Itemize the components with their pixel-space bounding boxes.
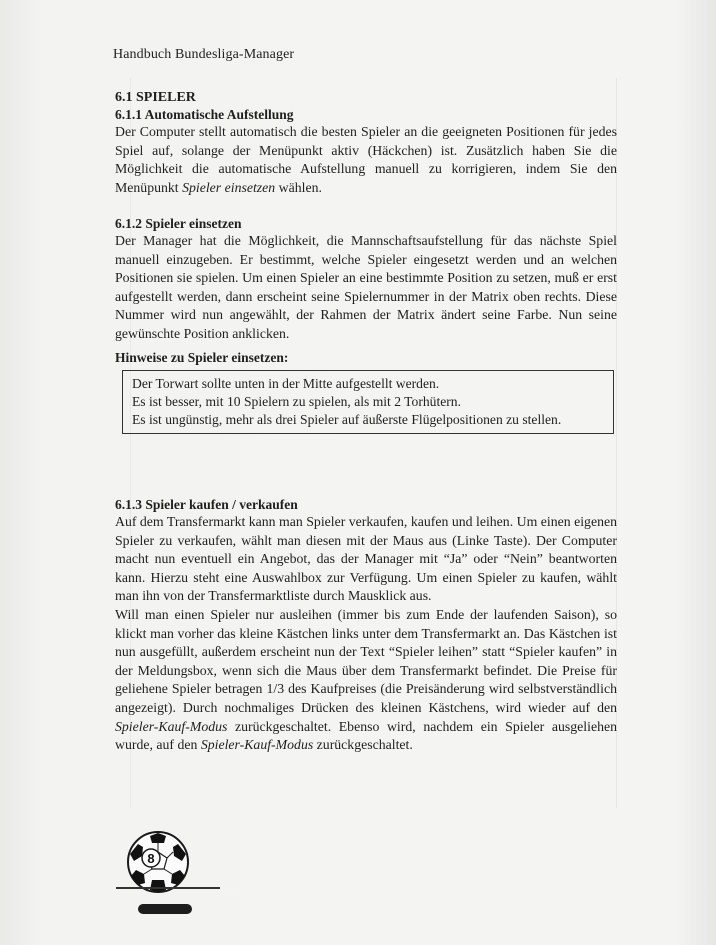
paragraph-transfer-market: Auf dem Transfermarkt kann man Spieler verkaufen, kaufen und leihen. Um einen eigenen Spieler zu verkaufen, wählt man diesen mit der Maus aus (Linke Taste). Der Computer macht nun eventuell ein Angebot, das der Manager mit “Ja” oder “Nein” beantworten kann. Hierzu steht eine Auswahlbox zur Verfügung. Um einen Spieler zu kaufen, wählt man ihn von der Transfermarktliste durch Mausklick aus. [115, 514, 617, 604]
paragraph-set-players: Der Manager hat die Möglichkeit, die Mannschaftsaufstellung für das nächste Spiel manuell einzugeben. Er bestimmt, welche Spieler eingesetzt werden und an welchen Positionen sie spielen. Um einen Spieler an eine bestimmte Position zu setzen, muß er erst aufgestellt werden, dann erscheint seine Spielernummer in der Matrix oben rechts. Diese Nummer wird nun angewählt, der Rahmen der Matrix ändert seine Farbe. Nun seine gewünschte Position anklicken. [115, 233, 617, 341]
italic-term: Spieler-Kauf-Modus [115, 718, 228, 734]
subsection-6-1-3 [115, 497, 617, 755]
tip-line: Es ist besser, mit 10 Spielern zu spielen, als mit 2 Torhütern. [132, 394, 461, 409]
subsection-title-6-1-1: 6.1.1 Automatische Aufstellung [115, 107, 294, 122]
text-span: Der Computer stellt automatisch die besten Spieler an die geeigneten Positionen für jedes Spiel auf, solange der Menüpunkt aktiv (Häckchen) ist. Zusätzlich haben Sie die Möglichkeit die automatische Aufstellung manuell zu korrigieren, indem Sie den Menüpunkt [115, 124, 617, 195]
italic-term: Spieler einsetzen [182, 179, 276, 195]
paragraph-loan [115, 606, 617, 755]
running-header: Handbuch Bundesliga-Manager [113, 47, 295, 62]
tips-heading-wrap [115, 350, 617, 366]
tips-box [122, 370, 614, 434]
tip-line: Es ist ungünstig, mehr als drei Spieler auf äußerste Flügelpositionen zu stellen. [132, 412, 562, 427]
section-title: 6.1 SPIELER [115, 90, 196, 105]
paragraph-auto-lineup [115, 123, 617, 197]
tip-line: Der Torwart sollte unten in der Mitte aufgestellt werden. [132, 376, 440, 391]
text-span: wählen. [275, 179, 322, 195]
section-6-1 [115, 90, 617, 197]
soccer-ball-icon [126, 830, 190, 894]
subsection-title-6-1-2: 6.1.2 Spieler einsetzen [115, 216, 242, 231]
ball-ground-line [116, 887, 220, 889]
subsection-6-1-2 [115, 216, 617, 344]
text-span: zurückgeschaltet. [313, 737, 413, 753]
footer-ornament [138, 904, 192, 914]
subsection-title-6-1-3: 6.1.3 Spieler kaufen / verkaufen [115, 497, 298, 512]
italic-term: Spieler-Kauf-Modus [200, 737, 314, 753]
page-number: 8 [147, 851, 155, 866]
tips-heading: Hinweise zu Spieler einsetzen: [115, 350, 289, 365]
text-span: Will man einen Spieler nur ausleihen (immer bis zum Ende der laufenden Saison), so klickt man vorher das kleine Kästchen links unter dem Transfermarkt an. Das Kästchen ist nun ausgefüllt, außerdem erscheint nun der Text “Spieler leihen” statt “Spieler kaufen” in der Meldungsbox, wenn sich die Maus über dem Transfermarkt befindet. Die Preise für geliehene Spieler betragen 1/3 des Kaufpreises (die Preisänderung wird selbstverständlich angezeigt). Durch nochmaliges Drücken des kleinen Kästchens, wird wieder auf den [115, 606, 617, 715]
text-span: zurückgeschaltet. Ebenso wird, nachdem ein Spieler ausgeliehen wurde, auf den [115, 718, 617, 753]
